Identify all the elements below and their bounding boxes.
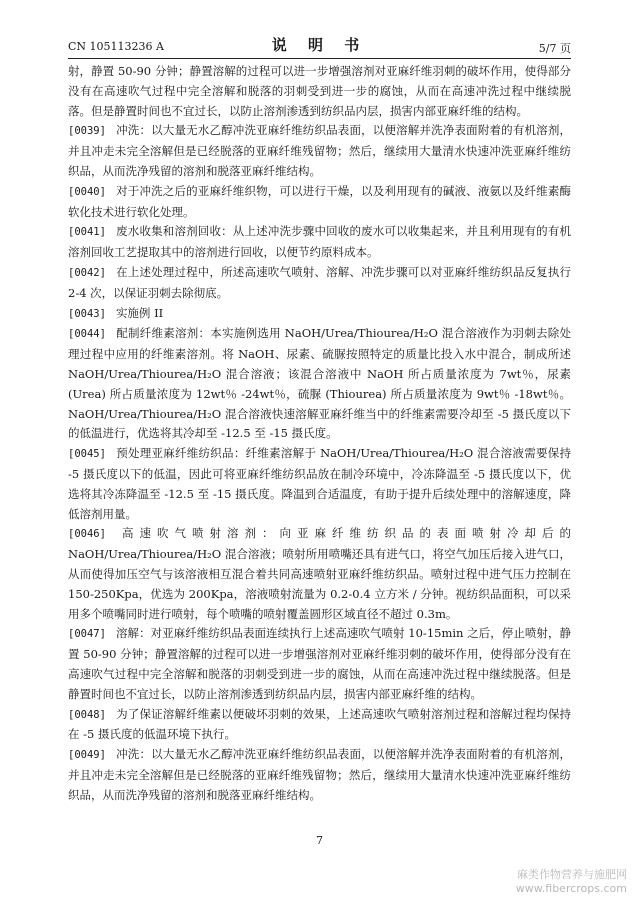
document-title: 说 明 书 <box>271 36 368 54</box>
paragraph-number: [0046] <box>68 528 106 541</box>
paragraph <box>68 263 571 304</box>
watermark-site-name: 麻类作物营养与施肥网 <box>517 868 627 881</box>
paragraph <box>68 222 571 263</box>
paragraph-number: [0041] <box>68 226 106 239</box>
paragraph-number: [0049] <box>68 749 106 762</box>
publication-number: CN 105113236 A <box>68 40 164 53</box>
paragraph <box>68 121 571 181</box>
paragraph <box>68 304 571 325</box>
paragraph <box>68 182 571 223</box>
paragraph <box>68 624 571 704</box>
paragraph-number: [0048] <box>68 708 106 721</box>
paragraph-number: [0040] <box>68 185 106 198</box>
paragraph-text: 冲洗：以大量无水乙醇冲洗亚麻纤维纺织品表面，以便溶解并洗净表面附着的有机溶剂，并且冲走未完全溶解但是已经脱落的亚麻纤维残留物；然后，继续用大量清水快速冲洗亚麻纤维纺织品，从而洗净残留的溶剂和脱落亚麻纤维结构。 <box>68 747 571 802</box>
paragraph-number: [0043] <box>68 307 106 320</box>
paragraph <box>68 745 571 805</box>
paragraph-text: 废水收集和溶剂回收：从上述冲洗步骤中回收的废水可以收集起来，并且利用现有的有机溶剂回收工艺提取其中的溶剂进行回收，以便节约原料成本。 <box>68 224 571 260</box>
paragraph-number: [0044] <box>68 328 106 341</box>
paragraph-number: [0045] <box>68 448 106 461</box>
page-indicator: 5/7 页 <box>538 42 571 55</box>
paragraph-text: 预处理亚麻纤维纺织品：纤维素溶解于 NaOH/Urea/Thiourea/H₂O 混合溶液需要保持 -5 摄氏度以下的低温，因此可将亚麻纤维纺织品放在制冷环境中，冷冻降温至 -5 摄氏度以下，优选将其冷冻降温至 -12.5 至 -15 摄氏度。降温到合适温度，有助于提升后续处理中的溶解速度，降低溶剂用量。 <box>68 446 571 521</box>
paragraph <box>68 444 571 524</box>
paragraph-text: 高速吹气喷射溶剂：向亚麻纤维纺织品的表面喷射冷却后的 NaOH/Urea/Thiourea/H₂O 混合溶液；喷射所用喷嘴还具有进气口，将空气加压后接入进气口，从而使得加压空气与该溶液相互混合着共同高速喷射亚麻纤维纺织品。喷射过程中进气压力控制在 150-250Kpa，优选为 200Kpa，溶液喷射流量为 0.2-0.4 立方米 / 分钟。视纺织品面积，可以采用多个喷嘴同时进行喷射，每个喷嘴的喷射覆盖圆形区域直径不超过 0.3m。 <box>68 526 571 621</box>
paragraph-text: 射，静置 50-90 分钟；静置溶解的过程可以进一步增强溶剂对亚麻纤维羽刺的破坏作用，使得部分没有在高速吹气过程中完全溶解和脱落的羽刺受到进一步的腐蚀，从而在高速冲洗过程中继续脱落。但是静置时间也不宜过长，以防止溶剂渗透到纺织品内层，损害内部亚麻纤维的结构。 <box>68 64 571 118</box>
watermark <box>516 868 627 896</box>
paragraph <box>68 705 571 746</box>
watermark-url: www.fibercrops.com <box>515 882 627 895</box>
paragraph-text: 配制纤维素溶剂：本实施例选用 NaOH/Urea/Thiourea/H₂O 混合溶液作为羽刺去除处理过程中应用的纤维素溶剂。将 NaOH、尿素、硫脲按照特定的质量比投入水中混合，制成所述 NaOH/Urea/Thiourea/H₂O 混合溶液；该混合溶液中 NaOH 所占质量浓度为 7wt％，尿素 (Urea) 所占质量浓度为 12wt％ -24wt％，硫脲 (Thiourea) 所占质量浓度为 9wt％ -18wt％。NaOH/Urea/Thiourea/H₂O 混合溶液快速溶解亚麻纤维当中的纤维素需要冷却至 -5 摄氏度以下的低温进行，优选将其冷却至 -12.5 至 -15 摄氏度。 <box>68 326 571 441</box>
paragraph-text: 对于冲洗之后的亚麻纤维织物，可以进行干燥，以及利用现有的碱液、液氨以及纤维素酶软化技术进行软化处理。 <box>68 183 571 219</box>
paragraph <box>68 324 571 444</box>
header-rule <box>68 58 571 59</box>
paragraph-text: 实施例 II <box>115 305 164 320</box>
paragraph-text: 在上述处理过程中，所述高速吹气喷射、溶解、冲洗步骤可以对亚麻纤维纺织品反复执行 2-4 次，以保证羽刺去除彻底。 <box>68 264 571 300</box>
paragraph-number: [0047] <box>68 628 106 641</box>
page-number: 7 <box>316 834 323 847</box>
paragraph-number: [0039] <box>68 125 106 138</box>
paragraph <box>68 62 571 121</box>
paragraph-text: 冲洗：以大量无水乙醇冲洗亚麻纤维纺织品表面，以便溶解并洗净表面附着的有机溶剂，并且冲走未完全溶解但是已经脱落的亚麻纤维残留物；然后，继续用大量清水快速冲洗亚麻纤维纺织品，从而洗净残留的溶剂和脱落亚麻纤维结构。 <box>68 123 571 178</box>
paragraph <box>68 524 571 624</box>
paragraph-text: 为了保证溶解纤维素以便破坏羽刺的效果，上述高速吹气喷射溶剂过程和溶解过程均保持在 -5 摄氏度的低温环境下执行。 <box>68 706 571 742</box>
paragraph-number: [0042] <box>68 266 106 279</box>
paragraph-text: 溶解：对亚麻纤维纺织品表面连续执行上述高速吹气喷射 10-15min 之后，停止喷射，静置 50-90 分钟；静置溶解的过程可以进一步增强溶剂对亚麻纤维羽刺的破坏作用，使得部分没有在高速吹气过程中完全溶解和脱落的羽刺受到进一步的腐蚀，从而在高速冲洗过程中继续脱落。但是静置时间也不宜过长，以防止溶剂渗透到纺织品内层，损害内部亚麻纤维的结构。 <box>68 626 571 701</box>
document-body <box>68 62 571 805</box>
page-header <box>68 34 571 56</box>
